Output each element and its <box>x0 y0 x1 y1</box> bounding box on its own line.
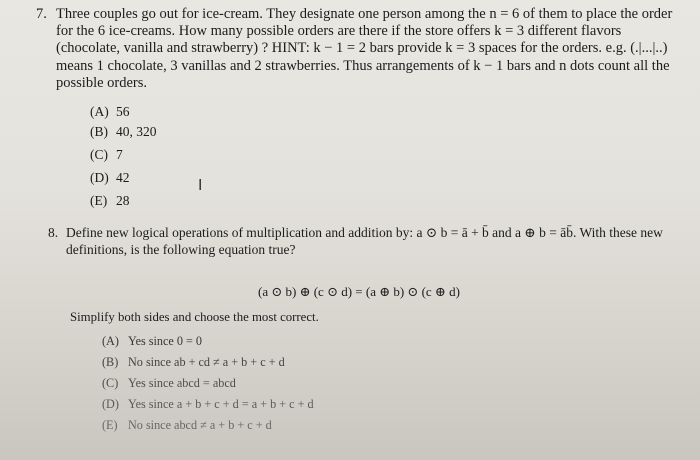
q7-option-b-label: (B) <box>90 124 108 139</box>
q8-option-e-text: No since abcd ≠ a + b + c + d <box>128 418 272 432</box>
q7-option-a-label: (A) <box>90 104 109 119</box>
q8-option-b-text: No since ab + cd ≠ a + b + c + d <box>128 355 285 369</box>
q7-option-e-text: 28 <box>116 193 130 208</box>
q8-option-e-label: (E) <box>102 418 118 432</box>
question-8-equation: (a ⊙ b) ⊕ (c ⊙ d) = (a ⊕ b) ⊙ (c ⊕ d) <box>258 284 460 299</box>
question-7-text: Three couples go out for ice-cream. They designate one person among the n = 6 of them to place the order for the 6 ice-creams. How many possible orders are there if the store offers k = 3 different flavors (chocolate, vanilla and strawberry) ? HINT: k − 1 = 2 bars provide k = 3 spaces for the orders. e.g. (.|...|..) means 1 chocolate, 3 vanillas and 2 strawberries. Thus arrangements of k − 1 bars and n dots count all the possible orders. <box>56 6 673 91</box>
q8-option-a-label: (A) <box>102 334 119 348</box>
question-8-number: 8. <box>48 225 59 240</box>
q7-option-d <box>90 170 130 186</box>
q7-option-e <box>90 193 130 209</box>
q7-option-c-text: 7 <box>116 147 123 162</box>
question-8-instruction: Simplify both sides and choose the most correct. <box>70 310 319 324</box>
q7-option-d-text: 42 <box>116 170 130 185</box>
q7-option-b <box>90 124 157 140</box>
text-cursor-icon: I <box>198 176 203 194</box>
q8-option-c <box>102 376 236 391</box>
q7-option-b-text: 40, 320 <box>116 124 157 139</box>
q8-option-d-label: (D) <box>102 397 119 411</box>
q7-option-c-label: (C) <box>90 147 108 162</box>
q7-option-a <box>90 104 130 120</box>
q8-option-a-text: Yes since 0 = 0 <box>128 334 203 348</box>
q8-option-a <box>102 334 202 349</box>
q8-option-b <box>102 355 285 370</box>
q8-option-e <box>102 418 272 433</box>
q8-option-c-label: (C) <box>102 376 119 390</box>
q8-option-d <box>102 397 314 412</box>
q7-option-e-label: (E) <box>90 193 108 208</box>
question-8-text: Define new logical operations of multiplication and addition by: a ⊙ b = ā + b̄ and a ⊕ b = āb̄. With these new definitions, is the following equation true? <box>66 225 663 257</box>
q7-option-c <box>90 147 123 163</box>
question-7-number: 7. <box>36 6 47 22</box>
q8-option-b-label: (B) <box>102 355 119 369</box>
q7-option-d-label: (D) <box>90 170 109 185</box>
q8-option-d-text: Yes since a + b + c + d = a + b + c + d <box>128 397 314 411</box>
q8-option-c-text: Yes since abcd = abcd <box>128 376 236 390</box>
q7-option-a-text: 56 <box>116 104 130 119</box>
